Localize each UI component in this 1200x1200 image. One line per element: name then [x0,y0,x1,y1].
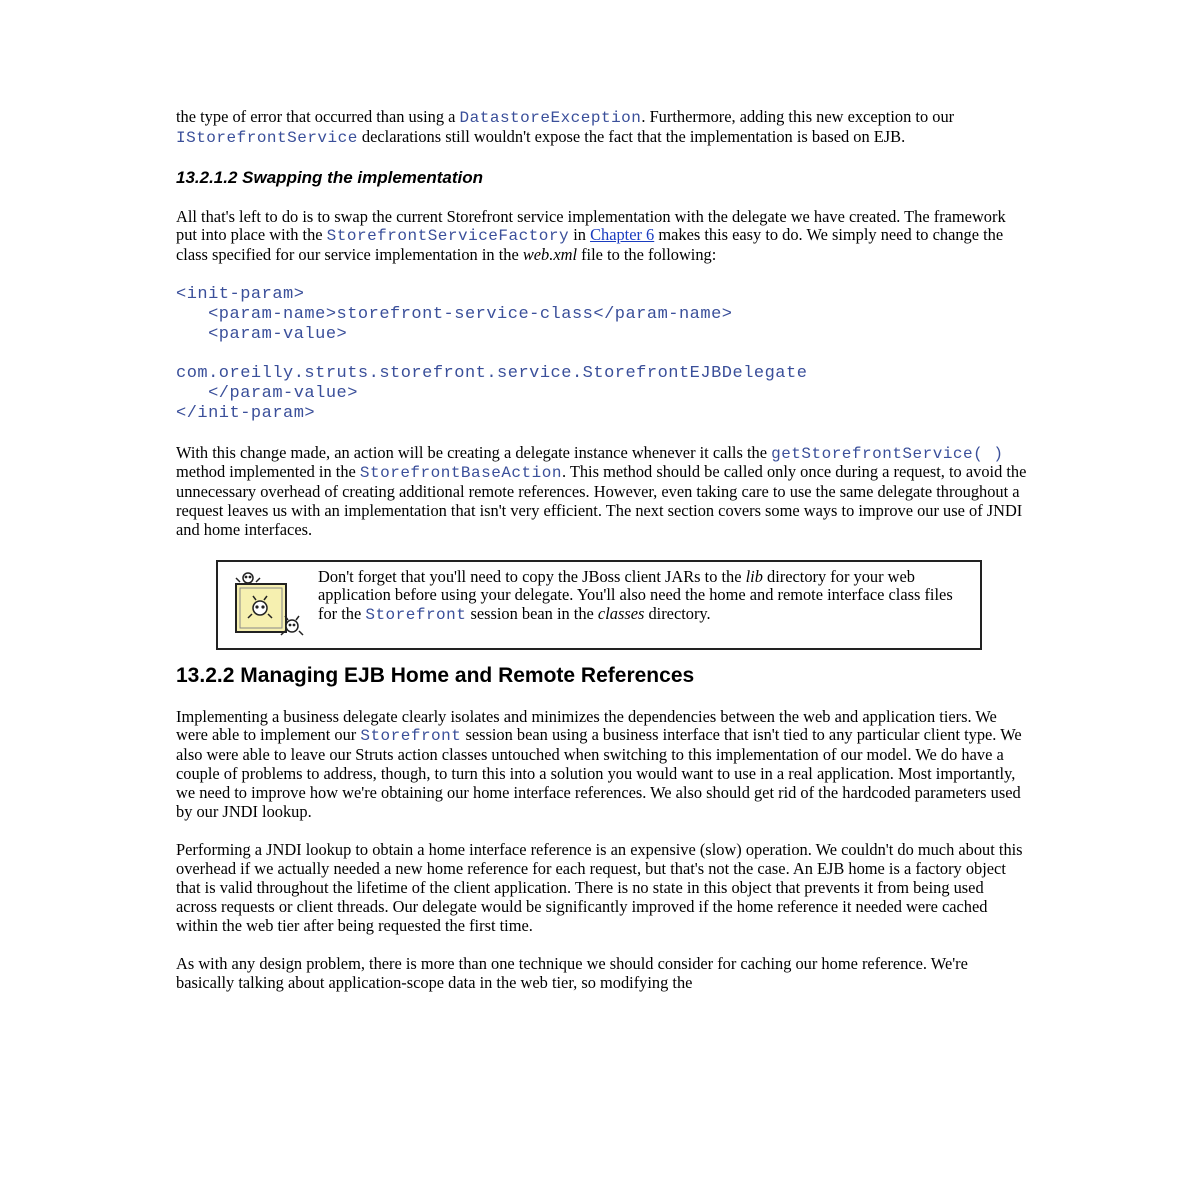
emphasis-web-xml: web.xml [522,245,577,265]
tip-icon [230,570,306,640]
paragraph-swap [176,208,1028,265]
heading-managing-references: 13.2.2 Managing EJB Home and Remote References [176,663,695,687]
text: . Furthermore, adding this new exception to our [641,107,955,126]
paragraph-error-type [176,108,1028,148]
text: makes this easy to do. We simply need to change the class specified for our service implementation in the [176,225,1004,265]
text: in [569,225,591,245]
text: Implementing a business delegate clearly isolates and minimizes the dependencies between the web and application tiers. We were able to implement our [176,706,997,745]
text: session bean using a business interface that isn't tied to any particular client type. We also were able to leave our Struts action classes untouched when switching to this implementation of our model. We do have a couple of problems to address, though, to turn this into a solution you would want to use in a real application. Most importantly, we need to improve how we're obtaining our home interface references. We also should get rid of the hardcoded parameters used by our JNDI lookup. [176,725,1022,821]
code-storefront-base-action: StorefrontBaseAction [359,464,562,483]
paragraph-jndi-lookup: Performing a JNDI lookup to obtain a home interface reference is an expensive (slow) operation. We couldn't do much about this overhead if we actually needed a new home reference for each request, but that's not the case. An EJB home is a factory object that is valid throughout the lifetime of the client application. There is no state in this object that prevents it from being used across requests or client threads. Our delegate would be significantly improved if the home reference it needed were cached within the web tier after being requested the first time. [176,840,1023,935]
heading-swapping-implementation: 13.2.1.2 Swapping the implementation [176,167,484,187]
paragraph-delegate-instance [176,444,1028,540]
text: Don't forget that you'll need to copy the JBoss client JARs to the [318,566,746,586]
page-content [176,108,1028,993]
text: directory. [644,604,711,624]
text: declarations still wouldn't expose the fact that the implementation is based on EJB. [357,126,906,146]
code-storefront-bean: Storefront [360,727,462,746]
code-storefront-service-factory: StorefrontServiceFactory [326,227,570,246]
paragraph-business-delegate [176,708,1028,822]
emphasis-classes: classes [597,604,645,624]
text: method implemented in the [176,462,360,482]
paragraph-caching: As with any design problem, there is more than one technique we should consider for caching our home reference. We're basically talking about application-scope data in the web tier, so modifying the [176,954,968,993]
code-istorefront-service: IStorefrontService [176,128,358,147]
code-block-init-param: <init-param> <param-name>storefront-service-class</param-name> <param-value> com.oreilly.struts.storefront.service.StorefrontEJBDelegate </param-value> </init-param> [176,284,808,423]
code-storefront: Storefront [365,606,467,625]
link-chapter-6[interactable]: Chapter 6 [590,225,655,245]
text: the type of error that occurred than using a [176,107,460,126]
text: . This method should be called only once during a request, to avoid the unnecessary overhead of creating additional remote references. However, even taking care to use the same delegate throughout a request leaves us with an implementation that isn't very efficient. The next section covers some ways to improve our use of JNDI and home interfaces. [176,462,1027,539]
emphasis-lib: lib [745,566,763,586]
text: directory for your web application before using your delegate. You'll also need the home and remote interface class files for the [318,566,953,624]
text: session bean in the [466,604,598,624]
code-get-storefront-service: getStorefrontService( ) [771,444,1004,463]
text: With this change made, an action will be creating a delegate instance whenever it calls the [176,442,772,462]
tip-note-box [216,560,982,650]
tip-note-text [318,568,970,625]
text: All that's left to do is to swap the current Storefront service implementation with the delegate we have created. The framework put into place with the [176,206,1006,245]
code-datastore-exception: DatastoreException [459,109,642,127]
text: file to the following: [577,245,717,265]
